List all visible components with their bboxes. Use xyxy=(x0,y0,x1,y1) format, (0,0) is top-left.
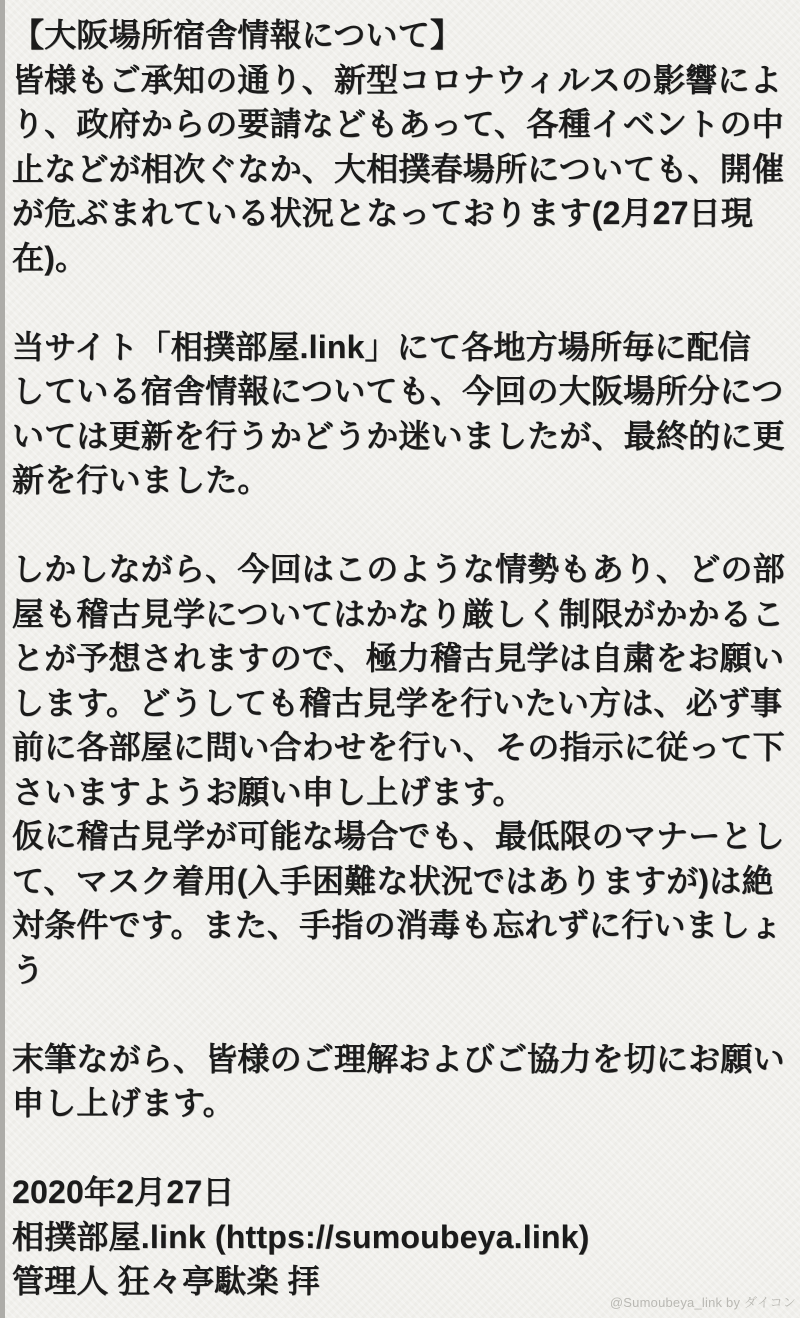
text-line: り、政府からの要請などもあって、各種イベントの中 xyxy=(12,106,784,142)
text-line: 新を行いました。 xyxy=(12,462,270,498)
text-line: 前に各部屋に問い合わせを行い、その指示に従って下 xyxy=(12,729,785,765)
text-line: 管理人 狂々亭駄楽 拝 xyxy=(12,1263,320,1299)
text-line: が危ぶまれている状況となっております(2月27日現 xyxy=(12,195,754,231)
blank-line xyxy=(12,280,794,325)
text-line: 末筆ながら、皆様のご理解およびご協力を切にお願い xyxy=(12,1040,785,1077)
text-line: 皆様もご承知の通り、新型コロナウィルスの影響によ xyxy=(12,61,782,98)
text-line: う xyxy=(12,951,45,988)
text-line: て、マスク着用(入手困難な状況ではありますが)は絶 xyxy=(12,862,774,899)
watermark-credit: @Sumoubeya_link by ダイコン xyxy=(609,1295,796,1310)
blank-line xyxy=(12,503,794,548)
text-line: 対条件です。また、手指の消毒も忘れずに行いましょ xyxy=(12,907,783,943)
text-line: 屋も稽古見学についてはかなり厳しく制限がかかるこ xyxy=(12,595,785,632)
text-line: しかしながら、今回はこのような情勢もあり、どの部 xyxy=(12,551,785,587)
text-line: 【大阪場所宿舎情報について】 xyxy=(12,17,463,53)
blank-line xyxy=(12,992,794,1037)
text-line: 在)。 xyxy=(12,239,88,276)
text-line: 仮に稽古見学が可能な場合でも、最低限のマナーとし xyxy=(12,818,785,854)
text-line: さいますようお願い申し上げます。 xyxy=(12,773,525,810)
text-line: 2020年2月27日 xyxy=(12,1174,235,1210)
blank-line xyxy=(12,1126,794,1171)
text-line: いては更新を行うかどうか迷いましたが、最終的に更 xyxy=(12,417,785,454)
text-line: 申し上げます。 xyxy=(12,1085,235,1121)
text-line: とが予想されますので、極力稽古見学は自粛をお願い xyxy=(12,640,785,676)
text-line: 相撲部屋.link (https://sumoubeya.link) xyxy=(12,1218,590,1255)
text-line: している宿舎情報についても、今回の大阪場所分につ xyxy=(12,373,784,409)
text-line: 止などが相次ぐなか、大相撲春場所についても、開催 xyxy=(12,150,785,187)
text-line: 当サイト「相撲部屋.link」にて各地方場所毎に配信 xyxy=(12,328,751,365)
text-line: します。どうしても稽古見学を行いたい方は、必ず事 xyxy=(12,684,783,721)
